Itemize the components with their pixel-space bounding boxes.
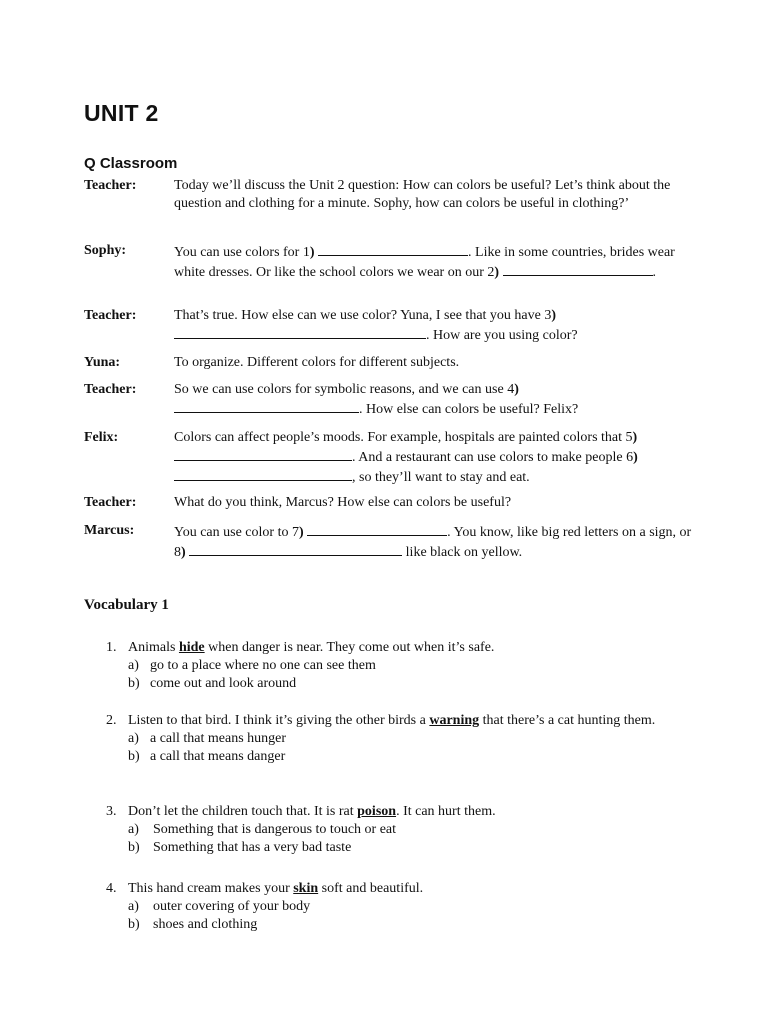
speech-text bbox=[174, 177, 694, 213]
speech-text bbox=[174, 307, 694, 345]
option-text: outer covering of your body bbox=[153, 899, 311, 914]
blank-number: 3 bbox=[544, 308, 552, 323]
answer-option[interactable] bbox=[128, 730, 694, 748]
speech-segment: What do you think, Marcus? How else can colors be useful? bbox=[174, 495, 512, 510]
answer-option[interactable] bbox=[128, 839, 694, 857]
option-text: a call that means hunger bbox=[150, 731, 287, 746]
option-letter: b) bbox=[128, 676, 140, 691]
fill-in-blank[interactable] bbox=[174, 467, 352, 481]
blank-paren: ) bbox=[514, 382, 519, 397]
answer-option[interactable] bbox=[128, 675, 694, 693]
option-text: Something that has a very bad taste bbox=[153, 840, 352, 855]
speech-text bbox=[174, 494, 694, 512]
q-classroom-heading: Q Classroom bbox=[84, 155, 178, 172]
option-text: go to a place where no one can see them bbox=[150, 658, 376, 673]
speech-segment: To organize. Different colors for different subjects. bbox=[174, 355, 460, 370]
blank-number: 4 bbox=[507, 382, 515, 397]
question-text bbox=[128, 639, 694, 693]
speech-segment: You can use color to bbox=[174, 525, 292, 540]
blank-paren: ) bbox=[551, 308, 557, 323]
speech-segment: . How are you using color? bbox=[426, 328, 578, 343]
blank-number: 8 bbox=[174, 545, 181, 560]
answer-option[interactable] bbox=[128, 657, 694, 675]
question-text bbox=[128, 880, 694, 934]
speech-text bbox=[174, 429, 694, 487]
question-text-after: . It can hurt them. bbox=[396, 804, 496, 819]
vocab-keyword: skin bbox=[293, 881, 319, 896]
speech-segment: . Like in some countries, brides wear white dresses. Or like the school colors we wear on our bbox=[174, 245, 675, 280]
answer-option[interactable] bbox=[128, 916, 694, 934]
option-letter: a) bbox=[128, 731, 139, 746]
speaker-label: Teacher: bbox=[84, 495, 137, 510]
fill-in-blank[interactable] bbox=[174, 447, 352, 461]
question-text-after: that there’s a cat hunting them. bbox=[479, 713, 656, 728]
speech-segment: Colors can affect people’s moods. For example, hospitals are painted colors that bbox=[174, 430, 626, 445]
blank-paren: ) bbox=[309, 245, 319, 260]
option-letter: b) bbox=[128, 840, 140, 855]
blank-number: 5 bbox=[625, 430, 633, 445]
speech-segment: . How else can colors be useful? Felix? bbox=[359, 402, 579, 417]
blank-number: 6 bbox=[626, 450, 634, 465]
answer-option[interactable] bbox=[128, 748, 694, 766]
speech-segment: . And a restaurant can use colors to make people bbox=[352, 450, 627, 465]
blank-number: 1 bbox=[302, 245, 310, 260]
blank-paren: ) bbox=[181, 545, 190, 560]
answer-option[interactable] bbox=[128, 898, 694, 916]
fill-in-blank[interactable] bbox=[307, 522, 447, 536]
vocab-keyword: warning bbox=[429, 713, 480, 728]
speech-text bbox=[174, 242, 694, 282]
blank-paren: ) bbox=[632, 430, 638, 445]
speaker-label: Teacher: bbox=[84, 178, 137, 193]
speech-segment: That’s true. How else can we use color? Yuna, I see that you have bbox=[174, 308, 545, 323]
blank-paren: ) bbox=[298, 525, 308, 540]
fill-in-blank[interactable] bbox=[189, 542, 402, 556]
speech-segment: Today we’ll discuss the Unit 2 question: How can colors be useful? Let’s think about the question and clothing for a minute. Sophy, how can colors be useful in clothing?’ bbox=[174, 178, 671, 211]
speaker-label: Teacher: bbox=[84, 382, 137, 397]
answer-option[interactable] bbox=[128, 821, 694, 839]
fill-in-blank[interactable] bbox=[503, 262, 653, 276]
blank-paren: ) bbox=[494, 265, 503, 280]
vocabulary-heading: Vocabulary 1 bbox=[84, 597, 169, 613]
question-text-before: Animals bbox=[128, 640, 179, 655]
speaker-label: Felix: bbox=[84, 430, 119, 445]
blank-number: 2 bbox=[487, 265, 495, 280]
speech-segment: . bbox=[652, 265, 657, 280]
question-number: 4. bbox=[106, 881, 117, 896]
speaker-label: Marcus: bbox=[84, 523, 135, 538]
vocab-keyword: hide bbox=[178, 640, 205, 655]
question-text bbox=[128, 803, 694, 857]
question-text-after: when danger is near. They come out when it’s safe. bbox=[204, 640, 495, 655]
option-text: Something that is dangerous to touch or eat bbox=[153, 822, 397, 837]
speech-segment: . You know, like big red letters on a sign, or bbox=[447, 525, 692, 540]
question-text-after: soft and beautiful. bbox=[318, 881, 424, 896]
speech-text bbox=[174, 354, 694, 372]
vocab-keyword: poison bbox=[357, 804, 397, 819]
option-letter: a) bbox=[128, 899, 139, 914]
blank-number: 7 bbox=[291, 525, 299, 540]
option-letter: a) bbox=[128, 822, 139, 837]
question-text-before: Listen to that bird. I think it’s giving the other birds a bbox=[128, 713, 430, 728]
option-text: shoes and clothing bbox=[153, 917, 258, 932]
option-letter: b) bbox=[128, 917, 140, 932]
option-text: a call that means danger bbox=[150, 749, 286, 764]
speech-segment: like black on yellow. bbox=[402, 545, 523, 560]
question-text bbox=[128, 712, 694, 766]
speech-segment: So we can use colors for symbolic reasons, and we can use bbox=[174, 382, 508, 397]
blank-paren: ) bbox=[633, 450, 638, 465]
speech-text bbox=[174, 381, 694, 419]
fill-in-blank[interactable] bbox=[318, 242, 468, 256]
question-number: 1. bbox=[106, 640, 117, 655]
unit-title: UNIT 2 bbox=[84, 100, 159, 126]
fill-in-blank[interactable] bbox=[174, 399, 359, 413]
speaker-label: Yuna: bbox=[84, 355, 121, 370]
question-text-before: Don’t let the children touch that. It is rat bbox=[128, 804, 358, 819]
question-text-before: This hand cream makes your bbox=[128, 881, 294, 896]
option-text: come out and look around bbox=[150, 676, 297, 691]
option-letter: b) bbox=[128, 749, 140, 764]
speech-segment: You can use colors for bbox=[174, 245, 303, 260]
speech-segment: , so they’ll want to stay and eat. bbox=[352, 470, 530, 485]
fill-in-blank[interactable] bbox=[174, 325, 426, 339]
speech-text bbox=[174, 522, 694, 562]
speaker-label: Sophy: bbox=[84, 243, 127, 258]
question-number: 2. bbox=[106, 713, 117, 728]
speaker-label: Teacher: bbox=[84, 308, 137, 323]
question-number: 3. bbox=[106, 804, 117, 819]
option-letter: a) bbox=[128, 658, 139, 673]
